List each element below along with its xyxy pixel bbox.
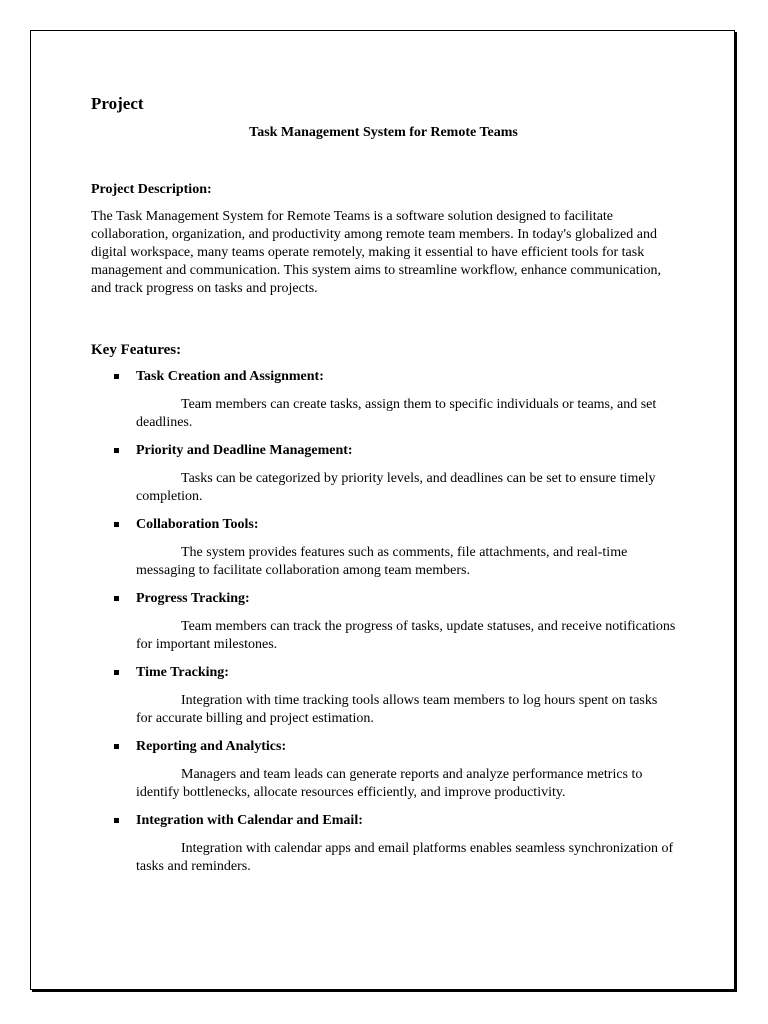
key-features-heading: Key Features: (91, 342, 182, 358)
feature-item (91, 590, 676, 654)
feature-item (91, 516, 676, 580)
feature-title: Time Tracking: (136, 665, 229, 680)
feature-item (91, 812, 676, 876)
square-bullet-icon (114, 818, 119, 823)
feature-item (91, 368, 676, 432)
description-paragraph: The Task Management System for Remote Teams is a software solution designed to facilitate collaboration, organization, and productivity among remote team members. In today's globalized and digital workspace, many teams operate remotely, making it essential to have efficient tools for task management and communication. This system aims to streamline workflow, enhance communication, and track progress on tasks and projects. (91, 209, 661, 296)
document-subtitle: Task Management System for Remote Teams (249, 125, 518, 140)
feature-title: Integration with Calendar and Email: (136, 813, 363, 828)
square-bullet-icon (114, 448, 119, 453)
description-label: Project Description: (91, 182, 212, 197)
document-page (30, 30, 735, 990)
feature-description: Integration with time tracking tools allows team members to log hours spent on tasks for accurate billing and project estimation. (136, 693, 658, 726)
feature-description: Team members can create tasks, assign them to specific individuals or teams, and set deadlines. (136, 397, 657, 430)
square-bullet-icon (114, 670, 119, 675)
feature-item (91, 738, 676, 802)
feature-description: Team members can track the progress of tasks, update statuses, and receive notifications for important milestones. (136, 619, 676, 652)
features-list (91, 368, 676, 876)
feature-description: Integration with calendar apps and email platforms enables seamless synchronization of tasks and reminders. (136, 841, 674, 874)
feature-description: Managers and team leads can generate reports and analyze performance metrics to identify bottlenecks, allocate resources efficiently, and improve productivity. (136, 767, 643, 800)
feature-item (91, 664, 676, 728)
feature-description: The system provides features such as comments, file attachments, and real-time messaging to facilitate collaboration among team members. (136, 545, 628, 578)
feature-title: Collaboration Tools: (136, 517, 259, 532)
square-bullet-icon (114, 522, 119, 527)
document-heading: Project (91, 94, 144, 113)
feature-title: Progress Tracking: (136, 591, 250, 606)
square-bullet-icon (114, 596, 119, 601)
feature-title: Reporting and Analytics: (136, 739, 287, 754)
square-bullet-icon (114, 374, 119, 379)
feature-description: Tasks can be categorized by priority levels, and deadlines can be set to ensure timely completion. (136, 471, 656, 504)
document-content (91, 93, 676, 886)
square-bullet-icon (114, 744, 119, 749)
feature-item (91, 442, 676, 506)
feature-title: Task Creation and Assignment: (136, 369, 324, 384)
feature-title: Priority and Deadline Management: (136, 443, 353, 458)
